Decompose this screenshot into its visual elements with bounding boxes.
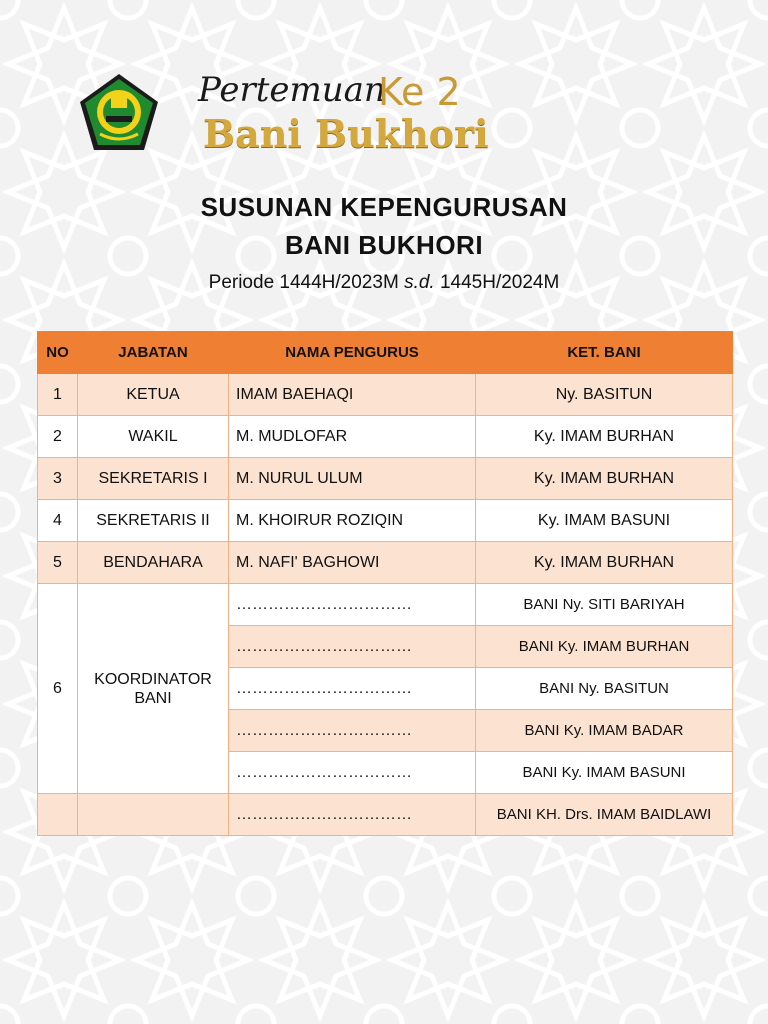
koordinator-label-line1: KOORDINATOR [94,670,212,688]
cell-ket: BANI Ky. IMAM BADAR [476,710,733,752]
cell-no: 6 [38,584,78,794]
period-sd: s.d. [404,272,435,293]
heading-line1: SUSUNAN KEPENGURUSAN [200,192,568,222]
period-prefix: Periode 1444H/2023M [208,272,399,293]
cell-ket: Ky. IMAM BASUNI [476,500,733,542]
cell-ket: Ky. IMAM BURHAN [476,458,733,500]
ke-label: Ke 2 [378,70,461,114]
cell-nama-placeholder: …………………………… [229,584,476,626]
table-row [38,542,733,584]
cell-ket: BANI Ny. BASITUN [476,668,733,710]
cell-jabatan: KETUA [78,374,229,416]
cell-jabatan: SEKRETARIS II [78,500,229,542]
cell-jabatan: SEKRETARIS I [78,458,229,500]
cell-ket: BANI Ky. IMAM BURHAN [476,626,733,668]
col-jabatan: JABATAN [78,332,229,374]
cell-jabatan: BENDAHARA [78,542,229,584]
col-nama: NAMA PENGURUS [229,332,476,374]
cell-ket: BANI KH. Drs. IMAM BAIDLAWI [476,794,733,836]
cell-no: 3 [38,458,78,500]
koordinator-row [38,794,733,836]
cell-no: 5 [38,542,78,584]
col-ket: KET. BANI [476,332,733,374]
cell-nama: M. KHOIRUR ROZIQIN [229,500,476,542]
cell-no: 1 [38,374,78,416]
table-row [38,374,733,416]
cell-nama-placeholder: …………………………… [229,710,476,752]
koordinator-label-line2: BANI [134,689,172,707]
cell-no: 4 [38,500,78,542]
cell-nama: IMAM BAEHAQI [229,374,476,416]
kemenag-logo [78,72,160,152]
cell-jabatan: WAKIL [78,416,229,458]
cell-jabatan-koordinator [78,584,229,794]
cell-ket: Ky. IMAM BURHAN [476,542,733,584]
cell-ket: Ky. IMAM BURHAN [476,416,733,458]
cell-nama: M. NAFI' BAGHOWI [229,542,476,584]
cell-ket: BANI Ky. IMAM BASUNI [476,752,733,794]
koordinator-row [38,584,733,626]
cell-nama: M. MUDLOFAR [229,416,476,458]
cell-nama-placeholder: …………………………… [229,668,476,710]
table-row [38,416,733,458]
cell-ket: BANI Ny. SITI BARIYAH [476,584,733,626]
cell-nama-placeholder: …………………………… [229,794,476,836]
bani-title: Bani Bukhori [203,111,489,156]
script-title: Pertemuan [198,70,386,110]
table-row [38,458,733,500]
period-text [0,272,768,294]
table-header-row [38,332,733,374]
cell-nama: M. NURUL ULUM [229,458,476,500]
cell-nama-placeholder: …………………………… [229,626,476,668]
col-no: NO [38,332,78,374]
cell-ket: Ny. BASITUN [476,374,733,416]
heading-line2: BANI BUKHORI [284,230,484,260]
cell-nama-placeholder: …………………………… [229,752,476,794]
cell-no: 2 [38,416,78,458]
table-row [38,500,733,542]
org-table [37,331,733,836]
header [0,0,768,170]
cell-jabatan-empty [78,794,229,836]
cell-no-empty [38,794,78,836]
period-suffix: 1445H/2024M [439,272,560,293]
